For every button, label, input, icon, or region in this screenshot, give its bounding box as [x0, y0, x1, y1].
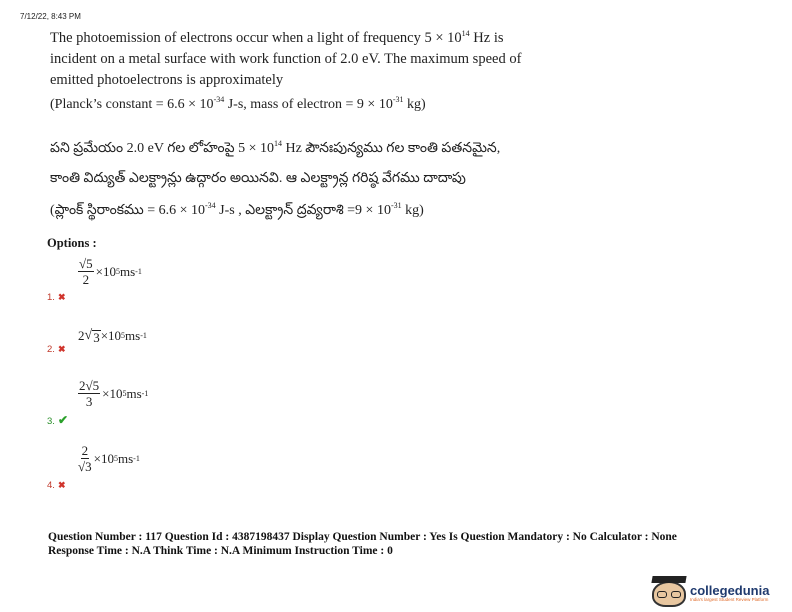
option-2-label: 2. ✖ — [47, 344, 66, 355]
telugu-line-1: పని ప్రమేయం 2.0 eV గల లోహంపై $5 \times 10^{14}$ Hz పౌనఃపున్యము గల కాంతి పతనమైన, — [50, 139, 501, 156]
metadata-line-2: Response Time : N.A Think Time : N.A Minimum Instruction Time : 0 — [48, 545, 393, 557]
option-4-fraction: $\frac{2}{√3}$ — [78, 443, 92, 474]
constants-line: (Planck’s constant = $6.6 \times 10^{-34}$ J-s, mass of electron = $9 \times 10^{-31}$ kg) — [50, 95, 426, 112]
option-3-fraction: $\frac{2√5}{3}$ — [79, 378, 100, 409]
option-2-expression[interactable]: 2 √ 3 ×10 5 ms -1 — [78, 328, 147, 345]
wrong-mark-icon: ✖ — [57, 480, 66, 490]
option-4-label: 4. ✖ — [47, 480, 66, 491]
sqrt-symbol: √ 3 — [84, 328, 100, 345]
wrong-mark-icon: ✖ — [57, 292, 66, 302]
options-title: Options : — [47, 236, 97, 250]
option-1-label: 1. ✖ — [47, 292, 66, 303]
telugu-line-2: కాంతి విద్యుత్ ఎలక్ట్రాన్లు ఉద్గారం అయినవి. ఆ ఎలక్ట్రాన్ల గరిష్ఠ వేగము దాదాపు — [50, 171, 466, 186]
option-3-label: 3. ✔ — [47, 413, 68, 427]
option-1-expression[interactable]: $\frac{√5}{2}$ ×10 5 ms -1 — [79, 256, 142, 287]
question-line-1: The photoemission of electrons occur when a light of frequency $5 \times 10^{14}$ Hz is — [50, 29, 504, 46]
collegedunia-logo: collegedunia India's largest Student Review Platform — [652, 581, 769, 607]
timestamp: 7/12/22, 8:43 PM — [20, 12, 81, 21]
option-3-expression[interactable]: $\frac{2√5}{3}$ ×10 5 ms -1 — [79, 378, 149, 409]
question-line-3: emitted photoelectrons is approximately — [50, 72, 284, 88]
option-4-expression[interactable]: $\frac{2}{√3}$ ×10 5 ms -1 — [78, 443, 140, 474]
question-line-2: incident on a metal surface with work function of 2.0 eV. The maximum speed of — [50, 51, 522, 67]
question-metadata — [48, 530, 677, 558]
metadata-line-1: Question Number : 117 Question Id : 4387198437 Display Question Number : Yes Is Question Mandatory : No Calculator : None — [48, 531, 677, 543]
mascot-icon — [652, 581, 686, 607]
question-text — [50, 28, 595, 91]
correct-check-icon: ✔ — [57, 413, 68, 427]
wrong-mark-icon: ✖ — [57, 344, 66, 354]
telugu-line-3: (ప్లాంక్ స్థిరాంకము = $6.6 \times 10^{-34}$ J-s , ఎలక్ట్రాన్ ద్రవ్యరాశి $=9 \times 10^{-31}$ kg) — [50, 201, 424, 218]
option-1-fraction: $\frac{√5}{2}$ — [79, 256, 93, 287]
